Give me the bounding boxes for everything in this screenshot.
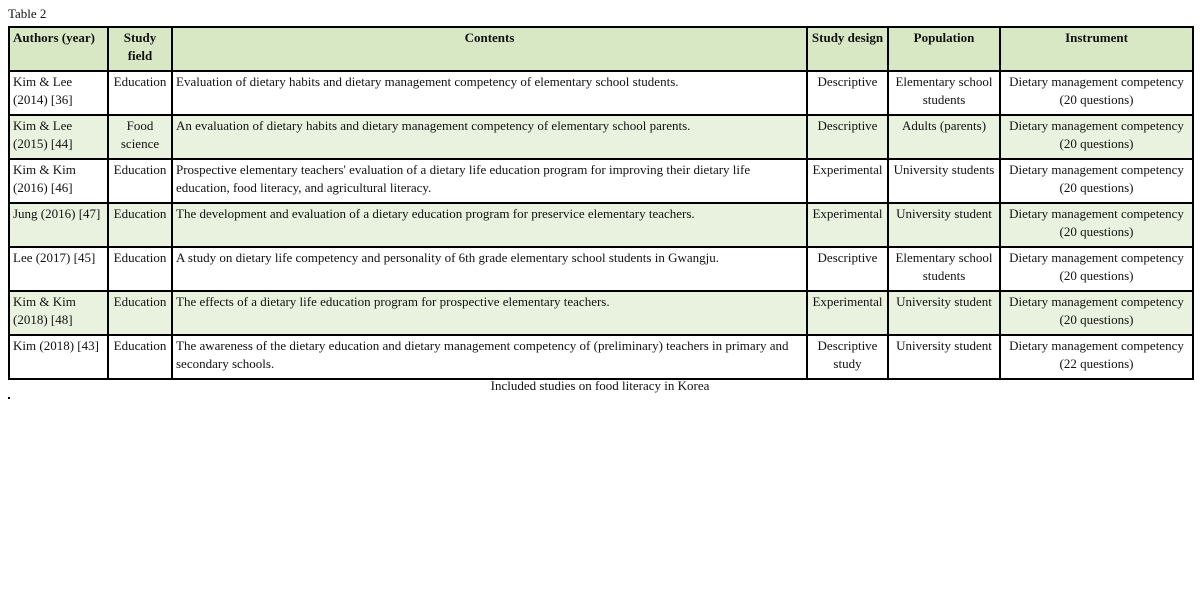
cell-study-design: Descriptive xyxy=(807,115,888,159)
cell-study-design: Descriptive study xyxy=(807,335,888,379)
cell-study-field: Education xyxy=(108,291,172,335)
cell-study-field: Education xyxy=(108,71,172,115)
table-row xyxy=(9,115,1193,159)
cell-study-field: Education xyxy=(108,159,172,203)
cell-authors: Kim & Lee (2014) [36] xyxy=(9,71,108,115)
cell-authors: Kim (2018) [43] xyxy=(9,335,108,379)
cell-study-field: Food science xyxy=(108,115,172,159)
cell-population: University students xyxy=(888,159,1000,203)
cell-study-design: Experimental xyxy=(807,159,888,203)
cell-instrument: Dietary management competency (20 questions) xyxy=(1000,291,1193,335)
cell-study-design: Experimental xyxy=(807,203,888,247)
cell-authors: Kim & Lee (2015) [44] xyxy=(9,115,108,159)
cell-study-design: Experimental xyxy=(807,291,888,335)
cell-contents: Evaluation of dietary habits and dietary management competency of elementary school students. xyxy=(172,71,807,115)
cell-population: University student xyxy=(888,335,1000,379)
table-row xyxy=(9,203,1193,247)
column-header-population: Population xyxy=(888,27,1000,71)
cell-study-field: Education xyxy=(108,247,172,291)
cell-instrument: Dietary management competency (20 questions) xyxy=(1000,247,1193,291)
table-row xyxy=(9,71,1193,115)
cell-instrument: Dietary management competency (22 questions) xyxy=(1000,335,1193,379)
cell-population: University student xyxy=(888,291,1000,335)
cell-population: Elementary school students xyxy=(888,247,1000,291)
cell-contents: The development and evaluation of a dietary education program for preservice elementary teachers. xyxy=(172,203,807,247)
cell-authors: Kim & Kim (2018) [48] xyxy=(9,291,108,335)
cell-population: Elementary school students xyxy=(888,71,1000,115)
column-header-study-design: Study design xyxy=(807,27,888,71)
cell-study-field: Education xyxy=(108,203,172,247)
table-row xyxy=(9,335,1193,379)
studies-table xyxy=(8,26,1194,380)
cell-population: University student xyxy=(888,203,1000,247)
cell-contents: The effects of a dietary life education program for prospective elementary teachers. xyxy=(172,291,807,335)
cell-study-design: Descriptive xyxy=(807,71,888,115)
cell-instrument: Dietary management competency (20 questions) xyxy=(1000,203,1193,247)
cell-contents: A study on dietary life competency and personality of 6th grade elementary school students in Gwangju. xyxy=(172,247,807,291)
cell-contents: The awareness of the dietary education and dietary management competency of (preliminary) teachers in primary and secondary schools. xyxy=(172,335,807,379)
cell-contents: Prospective elementary teachers' evaluation of a dietary life education program for improving their dietary life education, food literacy, and agricultural literacy. xyxy=(172,159,807,203)
column-header-instrument: Instrument xyxy=(1000,27,1193,71)
column-header-contents: Contents xyxy=(172,27,807,71)
header-row xyxy=(9,27,1193,71)
table-row xyxy=(9,247,1193,291)
table-row xyxy=(9,291,1193,335)
cell-instrument: Dietary management competency (20 questions) xyxy=(1000,115,1193,159)
cell-population: Adults (parents) xyxy=(888,115,1000,159)
table-row xyxy=(9,159,1193,203)
cell-instrument: Dietary management competency (20 questions) xyxy=(1000,159,1193,203)
cell-study-design: Descriptive xyxy=(807,247,888,291)
cell-authors: Kim & Kim (2016) [46] xyxy=(9,159,108,203)
cell-authors: Lee (2017) [45] xyxy=(9,247,108,291)
column-header-authors: Authors (year) xyxy=(9,27,108,71)
table-label: Table 2 xyxy=(8,6,47,21)
cell-contents: An evaluation of dietary habits and dietary management competency of elementary school parents. xyxy=(172,115,807,159)
stray-dot-mark xyxy=(8,397,10,399)
table-caption: Included studies on food literacy in Korea xyxy=(490,378,710,393)
cell-study-field: Education xyxy=(108,335,172,379)
column-header-study-field: Study field xyxy=(108,27,172,71)
cell-authors: Jung (2016) [47] xyxy=(9,203,108,247)
cell-instrument: Dietary management competency (20 questions) xyxy=(1000,71,1193,115)
